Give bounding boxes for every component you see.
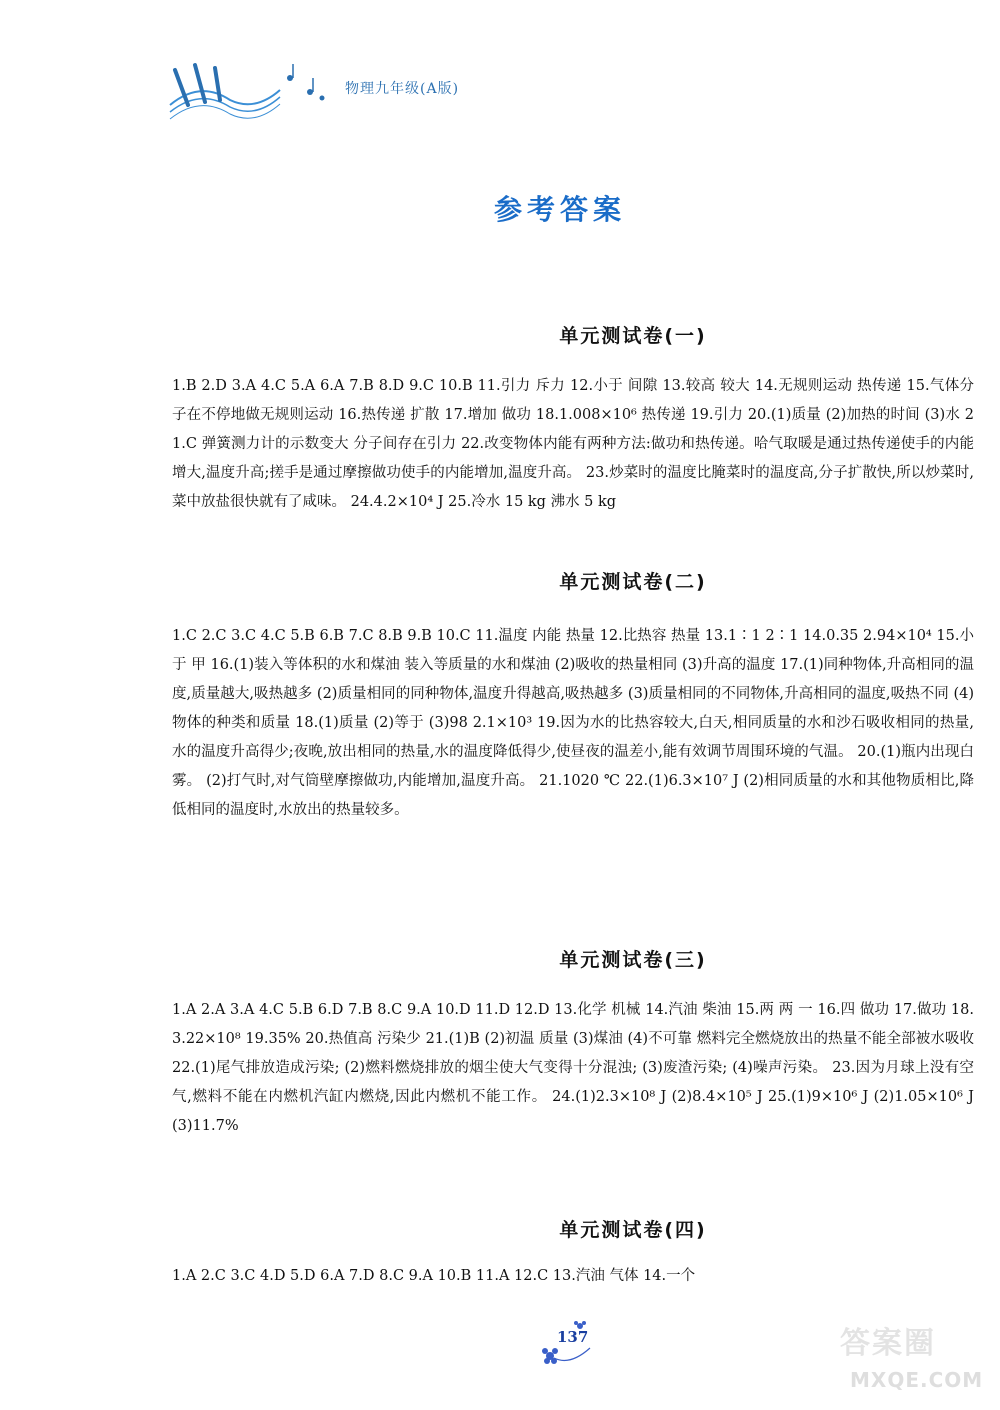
section-4 [172,1212,974,1291]
answer-text: 1.B 2.D 3.A 4.C 5.A 6.A 7.B 8.D 9.C 10.B 11.引力 斥力 12.小于 间隙 13.较高 较大 14.无规则运动 热传递 15.气体分子在不停地做无规则运动 16.热传递 扩散 17.增加 做功 18.1.008×10⁶ 热传递 19.引力 20.(1)质量 (2)加热的时间 (3)水 21.C 弹簧测力计的示数变大 分子间存在引力 22.改变物体内能有两种方法:做功和热传递。哈气取暖是通过热传递使手的内能增大,温度升高;搓手是通过摩擦做功使手的内能增加,温度升高。 23.炒菜时的温度比腌菜时的温度高,分子扩散快,所以炒菜时,菜中放盐很快就有了咸味。 24.4.2×10⁴ J 25.冷水 15 kg 沸水 5 kg [172,378,974,510]
answer-text: 1.C 2.C 3.C 4.C 5.B 6.B 7.C 8.B 9.B 10.C 11.温度 内能 热量 12.比热容 热量 13.1∶1 2∶1 14.0.35 2.94×10⁴ 15.小于 甲 16.(1)装入等体积的水和煤油 装入等质量的水和煤油 (2)吸收的热量相同 (3)升高的温度 17.(1)同种物体,升高相同的温度,质量越大,吸热越多 (2)质量相同的同种物体,温度升得越高,吸热越多 (3)质量相同的不同物体,升高相同的温度,吸热不同 (4)物体的种类和质量 18.(1)质量 (2)等于 (3)98 2.1×10³ 19.因为水的比热容较大,白天,相同质量的水和沙石吸收相同的热量,水的温度升高得少;夜晚,放出相同的热量,水的温度降低得少,使昼夜的温差小,能有效调节周围环境的气温。 20.(1)瓶内出现白雾。 (2)打气时,对气筒壁摩擦做功,内能增加,温度升高。 21.1020 ℃ 22.(1)6.3×10⁷ J (2)相同质量的水和其他物质相比,降低相同的温度时,水放出的热量较多。 [172,628,974,818]
page-title: 参考答案 [493,193,626,226]
page-number: 137 [557,1328,589,1346]
section-title: 单元测试卷(二) [559,571,707,593]
watermark-url: MXQE.COM [850,1368,984,1392]
section-3 [172,942,974,1141]
answer-text: 1.A 2.A 3.A 4.C 5.B 6.D 7.B 8.C 9.A 10.D 11.D 12.D 13.化学 机械 14.汽油 柴油 15.两 两 一 16.四 做功 17.做功 18.3.22×10⁸ 19.35% 20.热值高 污染少 21.(1)B (2)初温 质量 (3)煤油 (4)不可靠 燃料完全燃烧放出的热量不能全部被水吸收 22.(1)尾气排放造成污染; (2)燃料燃烧排放的烟尘使大气变得十分混浊; (3)废渣污染; (4)噪声污染。 23.因为月球上没有空气,燃料不能在内燃机汽缸内燃烧,因此内燃机不能工作。 24.(1)2.3×10⁸ J (2)8.4×10⁵ J 25.(1)9×10⁶ J (2)1.05×10⁶ J (3)11.7% [172,1002,974,1134]
section-title: 单元测试卷(一) [559,325,707,347]
section-1 [172,318,974,517]
header-title: 物理九年级(A版) [345,81,460,97]
page-number-badge [540,1318,600,1368]
answer-text: 1.A 2.C 3.C 4.D 5.D 6.A 7.D 8.C 9.A 10.B 11.A 12.C 13.汽油 气体 14.一个 [172,1268,696,1284]
section-2 [172,564,974,825]
book-music-logo-icon [160,50,340,130]
section-title: 单元测试卷(三) [559,949,707,971]
watermark [840,1318,990,1403]
section-title: 单元测试卷(四) [559,1219,707,1241]
header [160,50,520,130]
watermark-logo-text: 答案圈 [840,1326,936,1361]
